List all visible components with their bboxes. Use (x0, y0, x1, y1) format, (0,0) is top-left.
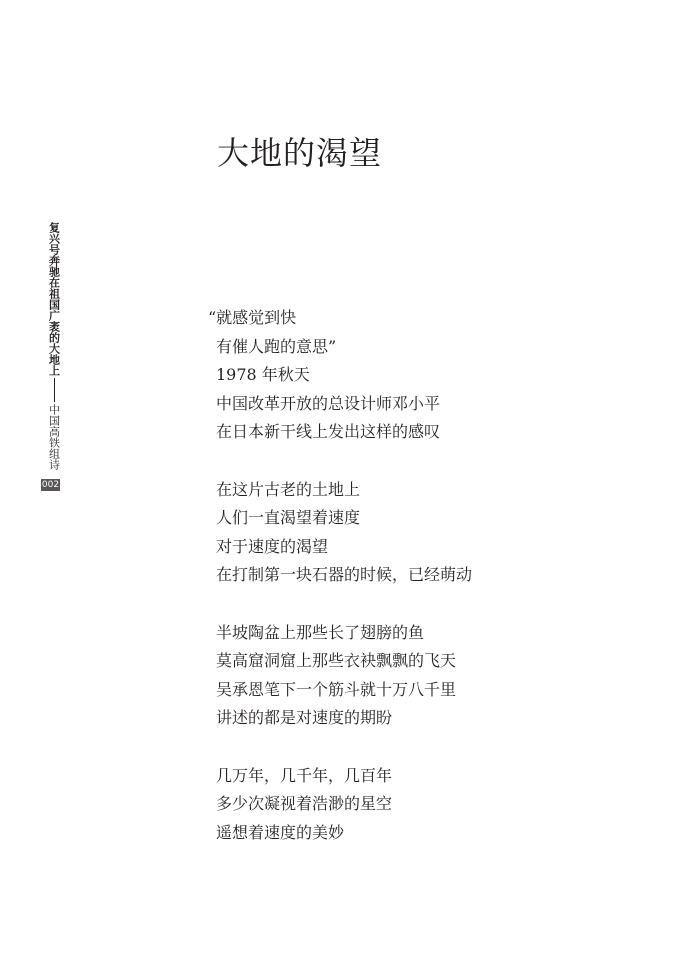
poem-line: 中国改革开放的总设计师邓小平 (216, 393, 441, 413)
page-number: 002 (41, 480, 60, 490)
poem-line: 多少次凝视着浩渺的星空 (216, 794, 393, 814)
running-head (46, 222, 62, 470)
stanza (216, 762, 472, 848)
series-title: 中国高铁组诗 (47, 404, 61, 470)
stanza (216, 619, 472, 733)
poem-title: 大地的渴望 (217, 134, 383, 172)
poem-line: 在日本新干线上发出这样的感叹 (216, 422, 441, 442)
poem-line: 讲述的都是对速度的期盼 (216, 708, 393, 728)
poem-line: “就感觉到快 (208, 308, 297, 327)
poem-line: 人们一直渴望着速度 (216, 508, 361, 528)
title-separator-dash (54, 378, 55, 402)
stanza (208, 304, 472, 447)
poem-line: 在打制第一块石器的时候，已经萌动 (216, 565, 473, 585)
poem-line: 在这片古老的土地上 (216, 479, 361, 499)
poem-line: 半坡陶盆上那些长了翅膀的鱼 (216, 622, 425, 642)
poem-body (208, 304, 473, 876)
poem-line: 1978 年秋天 (216, 365, 310, 385)
stanza (216, 476, 472, 590)
poem-line: 遥想着速度的美妙 (216, 822, 345, 842)
poem-line: 有催人跑的意思” (216, 336, 337, 356)
poem-line: 对于速度的渴望 (216, 536, 329, 556)
poem-line: 几万年，几千年，几百年 (216, 765, 393, 785)
poem-line: 莫高窟洞窟上那些衣袂飘飘的飞天 (216, 651, 457, 671)
book-title: 复兴号奔驰在祖国广袤的大地上 (47, 222, 61, 376)
poem-line: 吴承恩笔下一个筋斗就十万八千里 (216, 679, 457, 699)
